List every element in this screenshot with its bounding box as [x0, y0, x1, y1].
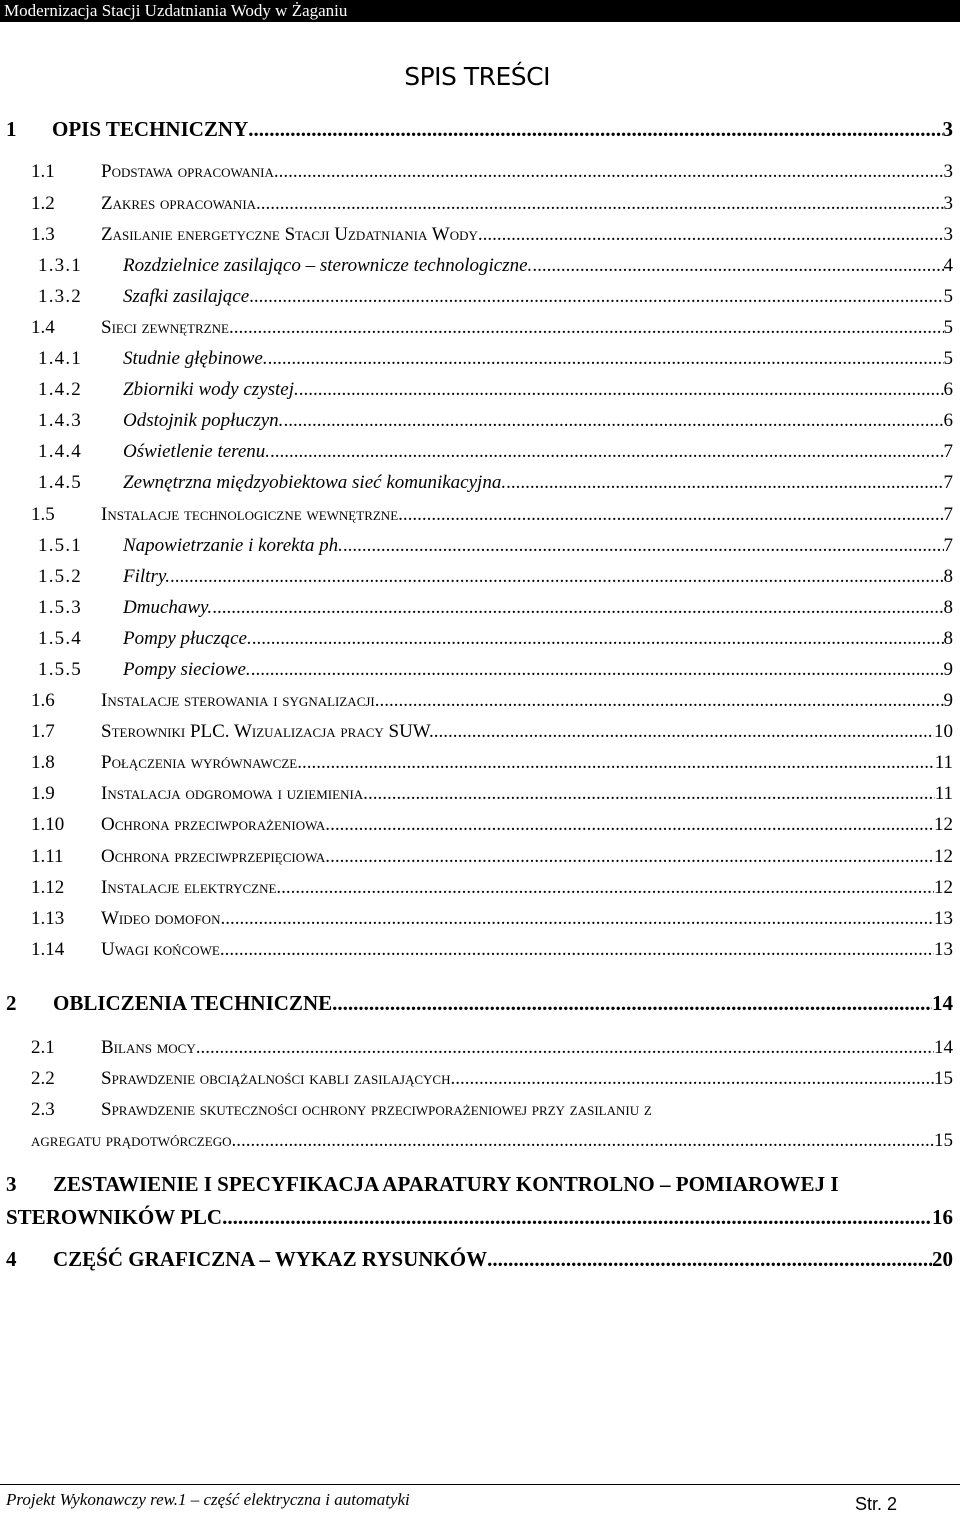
entry-title: Zakres opracowania.	[101, 193, 261, 214]
entry-number: 1.11	[31, 846, 64, 867]
entry-title: OPIS TECHNICZNY	[52, 117, 249, 141]
entry-page: 11	[934, 783, 953, 804]
entry-number: 1.3.1	[38, 255, 82, 276]
leader-dots	[332, 991, 932, 1016]
leader-dots	[270, 441, 943, 463]
entry-page: 13	[934, 908, 953, 929]
leader-dots	[451, 1068, 935, 1090]
leader-dots	[279, 161, 944, 183]
entry-number: 1.9	[31, 783, 55, 804]
leader-dots	[368, 783, 935, 805]
toc-entry-1-5-4[interactable]	[0, 628, 953, 650]
entry-number: 1.10	[31, 814, 65, 835]
leader-dots	[249, 286, 943, 308]
entry-number: 1.5.1	[38, 535, 82, 556]
entry-title-continuation: STEROWNIKÓW PLC.	[6, 1205, 228, 1229]
entry-title: Pompy płuczące.	[123, 628, 252, 649]
toc-entry-1-4-5[interactable]	[0, 472, 953, 494]
leader-dots	[252, 628, 944, 650]
leader-dots	[434, 721, 934, 743]
entry-page: 20	[932, 1247, 953, 1271]
toc-entry-1-6[interactable]	[0, 690, 953, 712]
entry-number: 1.5.4	[38, 628, 82, 649]
entry-title: Instalacja odgromowa i uziemienia.	[101, 783, 368, 804]
leader-dots	[220, 908, 934, 930]
leader-dots	[196, 1037, 934, 1059]
toc-entry-1-5-2[interactable]	[0, 566, 953, 588]
entry-page: 5	[943, 317, 953, 338]
entry-title: Instalacje sterowania i sygnalizacji	[101, 690, 375, 711]
entry-number: 2.2	[31, 1068, 55, 1089]
entry-number: 1	[6, 117, 17, 141]
entry-title: Filtry.	[123, 566, 170, 587]
toc-entry-1-14[interactable]	[0, 939, 953, 961]
entry-number: 1.4.5	[38, 472, 82, 493]
toc-entry-1-8[interactable]	[0, 752, 953, 774]
entry-number: 1.2	[31, 193, 55, 214]
entry-title: Rozdzielnice zasilająco – sterownicze technologiczne.	[123, 255, 533, 276]
entry-title: Dmuchawy.	[123, 597, 213, 618]
entry-number: 4	[6, 1247, 17, 1271]
entry-page: 3	[942, 117, 953, 141]
leader-dots	[261, 193, 944, 215]
entry-title: Zbiorniki wody czystej.	[123, 379, 299, 400]
entry-number: 1.5.3	[38, 597, 82, 618]
leader-dots	[227, 1205, 932, 1230]
toc-entry-1-2[interactable]	[0, 193, 953, 215]
leader-dots	[251, 659, 944, 681]
entry-page: 4	[943, 255, 953, 276]
toc-entry-2-1[interactable]	[0, 1037, 953, 1059]
entry-page: 3	[943, 224, 953, 245]
entry-title: Studnie głębinowe.	[123, 348, 268, 369]
entry-title: Podstawa opracowania.	[101, 161, 279, 182]
leader-dots	[268, 348, 944, 370]
entry-page: 12	[934, 814, 953, 835]
leader-dots	[532, 255, 943, 277]
toc-entry-4[interactable]	[0, 1247, 953, 1272]
entry-title: Wideo domofon	[101, 908, 221, 929]
leader-dots	[483, 224, 944, 246]
leader-dots	[212, 597, 943, 619]
entry-page: 12	[934, 846, 953, 867]
entry-title: Zasilanie energetyczne Stacji Uzdatniania Wody.	[101, 224, 483, 245]
leader-dots	[170, 566, 944, 588]
entry-number: 1.5.5	[38, 659, 82, 680]
entry-page: 7	[943, 504, 953, 525]
entry-title: OBLICZENIA TECHNICZNE	[53, 991, 333, 1015]
entry-number: 1.6	[31, 690, 55, 711]
entry-number: 1.13	[31, 908, 65, 929]
entry-title: Odstojnik popłuczyn.	[123, 410, 284, 431]
entry-title: Szafki zasilające	[123, 286, 250, 307]
toc-entry-1-4-1[interactable]	[0, 348, 953, 370]
entry-number: 2.1	[31, 1037, 55, 1058]
leader-dots	[302, 752, 935, 774]
entry-title: Pompy sieciowe.	[123, 659, 251, 680]
entry-page: 14	[934, 1037, 953, 1058]
entry-page: 3	[943, 161, 953, 182]
entry-title: Sprawdzenie obciążalności kabli zasilających	[101, 1068, 451, 1089]
entry-title: Oświetlenie terenu.	[123, 441, 271, 462]
entry-title: Sprawdzenie skuteczności ochrony przeciwporażeniowej przy zasilaniu z	[101, 1099, 652, 1120]
toc-entry-1-10[interactable]	[0, 814, 953, 836]
toc-entry-1-4-3[interactable]	[0, 410, 953, 432]
entry-page: 12	[934, 877, 953, 898]
entry-page: 15	[934, 1130, 953, 1151]
leader-dots	[281, 877, 934, 899]
entry-title: Sieci zewnętrzne.	[101, 317, 234, 338]
footer-project-label: Projekt Wykonawczy rew.1 – część elektryczna i automatyki	[6, 1490, 410, 1509]
toc-entry-1-4-4[interactable]	[0, 441, 953, 463]
entry-number: 1.4.4	[38, 441, 82, 462]
leader-dots	[403, 504, 944, 526]
entry-number: 2.3	[31, 1099, 55, 1120]
leader-dots	[487, 1247, 932, 1272]
entry-page: 7	[943, 535, 953, 556]
entry-number: 1.8	[31, 752, 55, 773]
entry-page: 16	[932, 1205, 953, 1229]
entry-page: 8	[943, 628, 953, 649]
entry-page: 13	[934, 939, 953, 960]
entry-number: 1.3.2	[38, 286, 82, 307]
entry-number: 2	[6, 991, 17, 1015]
entry-page: 11	[934, 752, 953, 773]
toc-entry-3[interactable]	[6, 1172, 953, 1197]
leader-dots	[375, 690, 944, 712]
toc-entry-1-4-2[interactable]	[0, 379, 953, 401]
entry-page: 14	[932, 991, 953, 1015]
toc-entry-1-5-1[interactable]	[0, 535, 953, 557]
toc-entry-2[interactable]	[0, 991, 953, 1016]
leader-dots	[236, 1130, 934, 1152]
entry-number: 3	[6, 1172, 17, 1196]
entry-title: CZĘŚĆ GRAFICZNA – WYKAZ RYSUNKÓW	[53, 1247, 488, 1271]
entry-number: 1.12	[31, 877, 65, 898]
entry-page: 6	[943, 410, 953, 431]
toc-entry-1-5-3[interactable]	[0, 597, 953, 619]
entry-title: Połączenia wyrównawcze.	[101, 752, 302, 773]
entry-page: 15	[934, 1068, 953, 1089]
leader-dots	[506, 472, 943, 494]
toc-entry-1-3-2[interactable]	[0, 286, 953, 308]
entry-page: 7	[943, 472, 953, 493]
leader-dots	[248, 117, 942, 142]
toc-entry-1-12[interactable]	[0, 877, 953, 899]
entry-page: 6	[943, 379, 953, 400]
entry-title: Instalacje technologiczne wewnętrzne.	[101, 504, 403, 525]
entry-page: 8	[943, 566, 953, 587]
document-title: Modernizacja Stacji Uzdatniania Wody w Żaganiu	[4, 1, 348, 20]
entry-page: 3	[943, 193, 953, 214]
entry-title: Ochrona przeciwporażeniowa.	[101, 814, 331, 835]
entry-title: ZESTAWIENIE I SPECYFIKACJA APARATURY KONTROLNO – POMIAROWEJ I	[53, 1172, 839, 1196]
toc-entry-1-7[interactable]	[0, 721, 953, 743]
entry-title: Instalacje elektryczne.	[101, 877, 282, 898]
entry-title: Uwagi końcowe.	[101, 939, 225, 960]
entry-page: 10	[934, 721, 953, 742]
entry-title: Zewnętrzna międzyobiektowa sieć komunikacyjna.	[123, 472, 507, 493]
entry-title: Napowietrzanie i korekta ph.	[123, 535, 343, 556]
entry-number: 1.1	[31, 161, 55, 182]
entry-page: 5	[943, 286, 953, 307]
entry-page: 7	[943, 441, 953, 462]
toc-entry-1-3-1[interactable]	[0, 255, 953, 277]
toc-entry-1-1[interactable]	[0, 161, 953, 183]
entry-number: 1.5	[31, 504, 55, 525]
entry-number: 1.14	[31, 939, 65, 960]
leader-dots	[299, 379, 944, 401]
entry-title-continuation: agregatu prądotwórczego.	[31, 1130, 237, 1151]
toc-entry-2-3-continuation[interactable]	[0, 1130, 953, 1152]
leader-dots	[330, 846, 934, 868]
toc-heading: SPIS TREŚCI	[404, 62, 550, 91]
leader-dots	[330, 814, 934, 836]
leader-dots	[225, 939, 934, 961]
entry-number: 1.5.2	[38, 566, 82, 587]
entry-number: 1.4.1	[38, 348, 82, 369]
entry-page: 9	[943, 690, 953, 711]
toc-entry-1-5[interactable]	[0, 504, 953, 526]
toc-entry-1-5-5[interactable]	[0, 659, 953, 681]
toc-entry-1-13[interactable]	[0, 908, 953, 930]
toc-entry-1-11[interactable]	[0, 846, 953, 868]
toc-entry-1-9[interactable]	[0, 783, 953, 805]
toc-entry-3-continuation[interactable]	[0, 1205, 953, 1230]
entry-number: 1.4	[31, 317, 55, 338]
entry-page: 9	[943, 659, 953, 680]
toc-entry-2-3[interactable]	[31, 1099, 953, 1121]
footer-divider	[0, 1484, 960, 1485]
leader-dots	[234, 317, 944, 339]
entry-page: 5	[943, 348, 953, 369]
footer-page-number: Str. 2	[855, 1494, 898, 1514]
toc-entry-1-3[interactable]	[0, 224, 953, 246]
leader-dots	[283, 410, 943, 432]
leader-dots	[343, 535, 944, 557]
entry-title: Ochrona przeciwprzepięciowa.	[101, 846, 331, 867]
entry-title: Sterowniki PLC. Wizualizacja pracy SUW.	[101, 721, 434, 742]
entry-number: 1.4.2	[38, 379, 82, 400]
entry-number: 1.3	[31, 224, 55, 245]
entry-number: 1.7	[31, 721, 55, 742]
toc-entry-2-2[interactable]	[0, 1068, 953, 1090]
entry-page: 8	[943, 597, 953, 618]
toc-entry-1-4[interactable]	[0, 317, 953, 339]
entry-number: 1.4.3	[38, 410, 82, 431]
toc-entry-1[interactable]	[0, 117, 953, 142]
entry-title: Bilans mocy	[101, 1037, 196, 1058]
